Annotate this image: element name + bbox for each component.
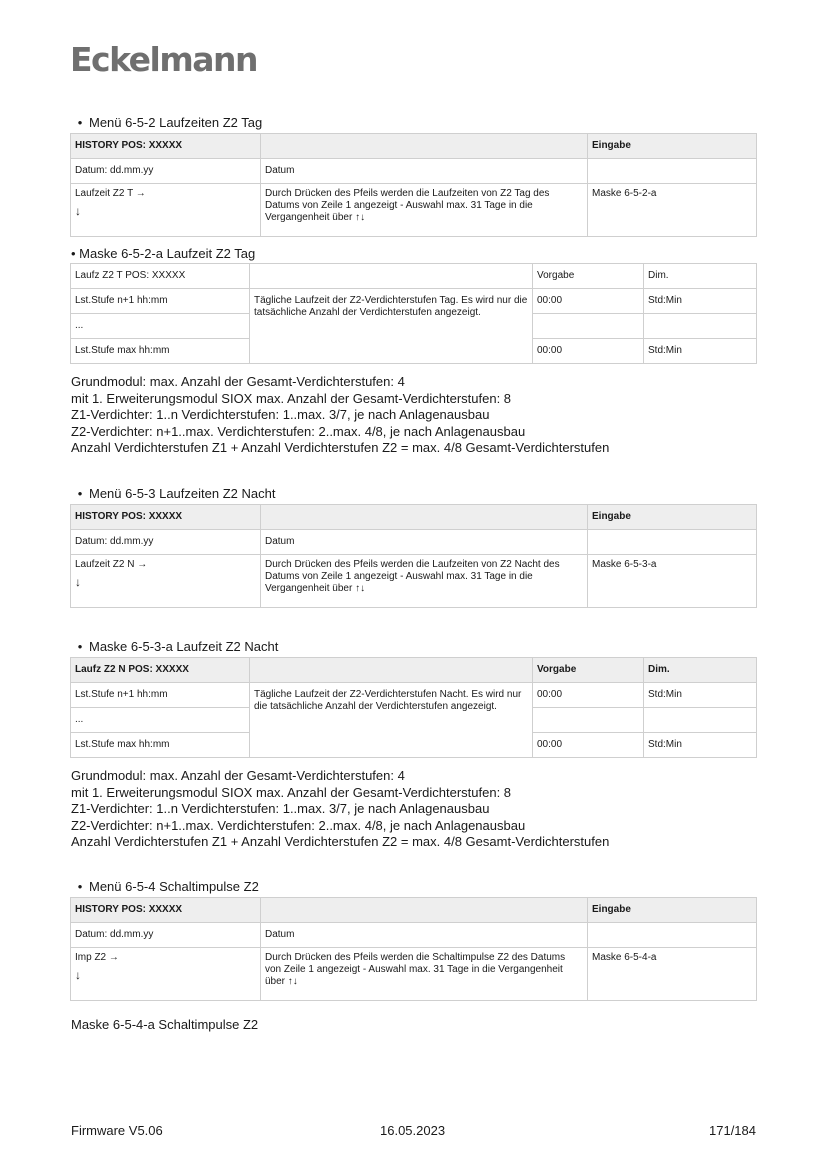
cell-text: Laufzeit Z2 T → [75,188,146,199]
table-cell: Lst.Stufe n+1 hh:mm [71,683,250,708]
bullet-icon: • [77,639,83,654]
table-cell: Durch Drücken des Pfeils werden die Laufzeiten von Z2 Nacht des Datums von Zeile 1 angezeigt - Auswahl max. 31 Tage in die Vergangenheit über ↑↓ [261,555,588,608]
table-row [71,555,757,608]
note-paragraph [71,374,609,457]
table-maske-6-5-2-a [70,263,757,364]
table-cell: Std:Min [644,733,757,758]
table-row [71,159,757,184]
heading-text: Menü 6-5-4 Schaltimpulse Z2 [89,879,259,894]
table-cell: 00:00 [533,339,644,364]
arrow-down-icon: ↓ [75,575,81,589]
table-cell [71,555,261,608]
table-cell: Datum: dd.mm.yy [71,159,261,184]
table-cell: 00:00 [533,733,644,758]
cell-text: Laufzeit Z2 N → [75,559,148,570]
table-cell: Durch Drücken des Pfeils werden die Schaltimpulse Z2 des Datums von Zeile 1 angezeigt - Auswahl max. 31 Tage in die Vergangenheit über ↑↓ [261,948,588,1001]
brand-logo: Eckelmann [70,40,257,79]
note-line: Z2-Verdichter: n+1..max. Verdichterstufen: 2..max. 4/8, je nach Anlagenausbau [71,817,526,833]
table-cell [588,923,757,948]
table-cell: Maske 6-5-2-a [588,184,757,237]
header-cell: HISTORY POS: XXXXX [71,134,261,159]
header-cell: Eingabe [588,134,757,159]
header-cell [261,505,588,530]
note-line: Z2-Verdichter: n+1..max. Verdichterstufen: 2..max. 4/8, je nach Anlagenausbau [71,423,526,439]
table-menu-6-5-3 [70,504,757,608]
header-cell: HISTORY POS: XXXXX [71,505,261,530]
header-cell: Laufz Z2 T POS: XXXXX [71,264,250,289]
table-cell: Datum: dd.mm.yy [71,530,261,555]
header-cell: Eingabe [588,898,757,923]
header-cell: Dim. [644,658,757,683]
section-heading-menu-6-5-3 [71,486,275,501]
table-cell: Datum [261,159,588,184]
table-header-row [71,898,757,923]
table-cell [533,708,644,733]
bullet-icon: • [77,115,83,130]
table-row [71,289,757,314]
table-cell: Std:Min [644,339,757,364]
header-cell: Vorgabe [533,658,644,683]
table-menu-6-5-4 [70,897,757,1001]
table-cell: Std:Min [644,289,757,314]
table-cell: Lst.Stufe max hh:mm [71,339,250,364]
table-cell: Std:Min [644,683,757,708]
header-cell: Dim. [644,264,757,289]
table-header-row [71,264,757,289]
note-line: Grundmodul: max. Anzahl der Gesamt-Verdichterstufen: 4 [71,374,405,389]
description-cell: Tägliche Laufzeit der Z2-Verdichterstufen Tag. Es wird nur die tatsächliche Anzahl der Verdichterstufen angezeigt. [250,289,533,364]
section-heading-maske-6-5-4-a: Maske 6-5-4-a Schaltimpulse Z2 [71,1017,259,1032]
table-header-row [71,134,757,159]
table-cell [588,159,757,184]
table-row [71,948,757,1001]
table-cell: Datum: dd.mm.yy [71,923,261,948]
section-heading-maske-6-5-2-a [71,246,255,261]
cell-text: Imp Z2 → [75,952,119,963]
header-cell [250,658,533,683]
table-cell [644,708,757,733]
note-line: mit 1. Erweiterungsmodul SIOX max. Anzahl der Gesamt-Verdichterstufen: 8 [71,390,512,406]
table-cell: 00:00 [533,289,644,314]
table-cell [588,530,757,555]
table-header-row [71,505,757,530]
table-cell: Datum [261,530,588,555]
note-line: Anzahl Verdichterstufen Z1 + Anzahl Verdichterstufen Z2 = max. 4/8 Gesamt-Verdichterstufen [71,440,610,456]
table-row [71,923,757,948]
table-cell [644,314,757,339]
table-cell: 00:00 [533,683,644,708]
table-header-row [71,658,757,683]
table-row [71,683,757,708]
section-heading-menu-6-5-4 [71,879,259,894]
table-cell: Lst.Stufe max hh:mm [71,733,250,758]
heading-text: Maske 6-5-3-a Laufzeit Z2 Nacht [89,639,279,654]
header-cell: Eingabe [588,505,757,530]
table-cell [71,948,261,1001]
note-paragraph [71,768,609,851]
table-cell: Maske 6-5-3-a [588,555,757,608]
heading-text: Menü 6-5-2 Laufzeiten Z2 Tag [89,115,263,130]
note-line: Z1-Verdichter: 1..n Verdichterstufen: 1..max. 3/7, je nach Anlagenausbau [71,801,490,817]
section-heading-maske-6-5-3-a [71,639,278,654]
note-line: Grundmodul: max. Anzahl der Gesamt-Verdichterstufen: 4 [71,768,405,783]
table-row [71,530,757,555]
note-line: mit 1. Erweiterungsmodul SIOX max. Anzahl der Gesamt-Verdichterstufen: 8 [71,784,512,800]
header-cell [250,264,533,289]
header-cell: HISTORY POS: XXXXX [71,898,261,923]
bullet-icon: • [71,246,80,261]
table-maske-6-5-3-a [70,657,757,758]
footer-date: 16.05.2023 [380,1123,446,1138]
note-line: Z1-Verdichter: 1..n Verdichterstufen: 1..max. 3/7, je nach Anlagenausbau [71,407,490,423]
arrow-down-icon: ↓ [75,968,81,982]
footer-firmware: Firmware V5.06 [71,1123,163,1138]
heading-text: Menü 6-5-3 Laufzeiten Z2 Nacht [89,486,276,501]
table-cell: ... [71,314,250,339]
header-cell: Vorgabe [533,264,644,289]
bullet-icon: • [77,879,83,894]
table-cell: ... [71,708,250,733]
bullet-icon: • [77,486,83,501]
arrow-down-icon: ↓ [75,204,81,218]
note-line: Anzahl Verdichterstufen Z1 + Anzahl Verdichterstufen Z2 = max. 4/8 Gesamt-Verdichterstufen [71,834,610,850]
table-cell [533,314,644,339]
header-cell [261,898,588,923]
table-row [71,184,757,237]
table-cell: Durch Drücken des Pfeils werden die Laufzeiten von Z2 Tag des Datums von Zeile 1 angezeigt - Auswahl max. 31 Tage in die Vergangenheit über ↑↓ [261,184,588,237]
header-cell: Laufz Z2 N POS: XXXXX [71,658,250,683]
table-cell: Datum [261,923,588,948]
header-cell [261,134,588,159]
footer-page-number: 171/184 [709,1123,756,1138]
table-cell: Maske 6-5-4-a [588,948,757,1001]
heading-text: Maske 6-5-2-a Laufzeit Z2 Tag [79,246,256,261]
table-cell: Lst.Stufe n+1 hh:mm [71,289,250,314]
section-heading-menu-6-5-2 [71,115,262,130]
table-cell [71,184,261,237]
description-cell: Tägliche Laufzeit der Z2-Verdichterstufen Nacht. Es wird nur die tatsächliche Anzahl der Verdichterstufen angezeigt. [250,683,533,758]
table-menu-6-5-2 [70,133,757,237]
